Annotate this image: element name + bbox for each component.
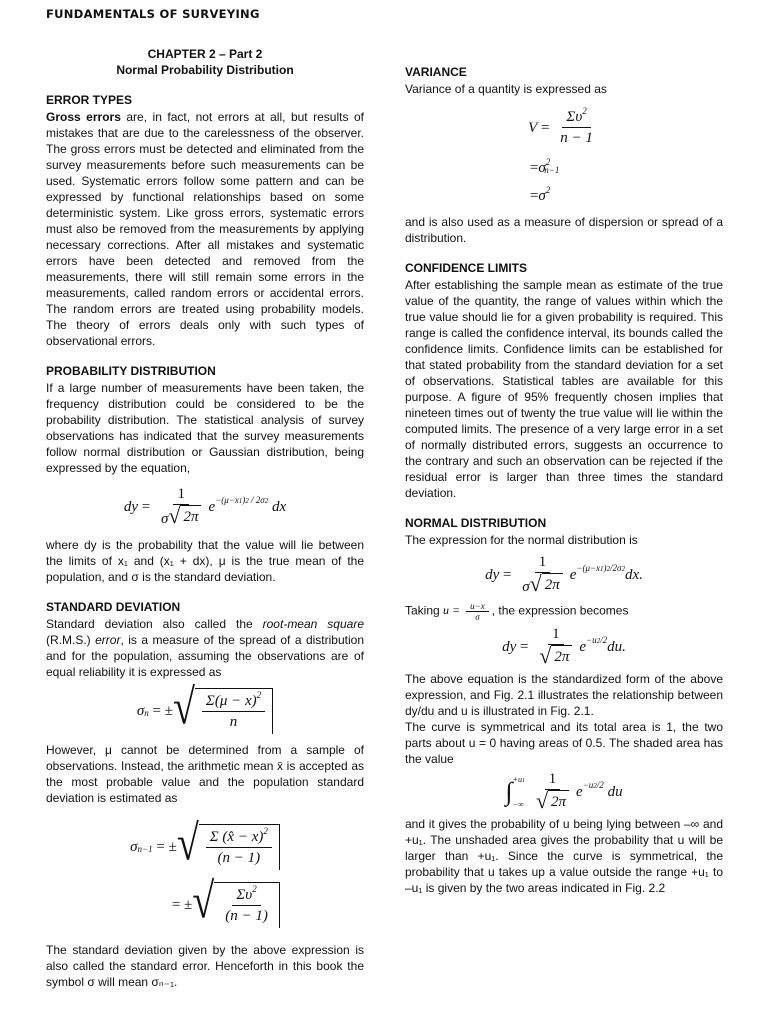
taking-text: Taking [405,603,440,618]
paragraph-probability-after: where dy is the probability that the value will lie between the limits of x₁ and (x₁ + dx), μ is the true mean of the population, and σ is the standard deviation. [46,538,364,584]
std-dev-text-a: Standard deviation also called the [46,617,263,631]
std-dev-text-c: , is a measure of the spread of a distribution and for the population, assuming the observations are of equal reliability it is expressed as [46,633,364,679]
equation-sample-sd: σ n−1 = ± √ $\frac{\Sigma (x̂ - x)^2}{(n - 1)}$ = ± √ $\frac{\Sigma\upsilon^2}{(n - 1)}$ [46,818,364,934]
paragraph-std-dev-1 [46,616,364,680]
equation-integral: ∫ +u1 −∞ 1 √ 2π e −u2/2 du [505,771,623,813]
heading-variance: VARIANCE [405,65,467,79]
paragraph-normal-1: The above equation is the standardized form of the above expression, and Fig. 2.1 illustrates the relationship between dy/du and u is illustrated in Fig. 2.1. [405,672,723,718]
paragraph-normal-2: The curve is symmetrical and its total area is 1, the two parts about u = 0 having areas of 0.5. The shaded area has the value [405,720,723,766]
chapter-title: CHAPTER 2 – Part 2 [147,47,263,61]
paragraph-confidence: After establishing the sample mean as estimate of the true value of the quantity, the range of values within which the true value should lie for a given probability is required. This range is called the confidence interval, its bounds called the confidence limits. Confidence limits can be established for that stated probability from the standard deviation for a set of observations. Statistical tables are available for this purpose. A figure of 95% frequently chosen implies that nineteen times out of twenty the true value will lie within the computed limits. The presence of a very large error in a set of normally distributed errors, suggests an occurrence to the contrary and such an observation can be rejected if the residual error is larger than three times the standard deviation. [405,278,723,500]
rms-term: root-mean square [262,617,364,631]
becomes-text: , the expression becomes [491,603,629,618]
heading-error-types: ERROR TYPES [46,93,133,107]
paragraph-variance-after: and is also used as a measure of dispersion or spread of a distribution. [405,215,723,245]
std-dev-text-b: (R.M.S.) [46,633,96,647]
paragraph-probability: If a large number of measurements have been taken, the frequency distribution could be considered to be the probability distribution. The statistical analysis of survey observations has indicated that the survey measurements follow normal distribution or Gaussian distribution, being expressed by the equation, [46,381,364,475]
equation-normal: dy = 1 σ √ 2π e −(μ−x1)2/2σ2 dx. [485,554,643,596]
paragraph-taking [405,601,723,622]
paragraph-variance-intro: Variance of a quantity is expressed as [405,82,607,96]
paragraph-std-dev-2: However, μ cannot be determined from a sample of observations. Instead, the arithmetic mean x̄ is accepted as the most probable value and the population standard deviation is estimated as [46,743,364,805]
heading-probability: PROBABILITY DISTRIBUTION [46,364,216,378]
inline-equation-u: u = $\frac{u-x}{\sigma}$ [443,603,492,617]
error-types-text: are, in fact, not errors at all, but results of mistakes that are due to the carelessness of the observer. The gross errors must be detected and eliminated from the survey measurements before such measurements can be used. Systematic errors follow some pattern and can be expressed by functional relationships based on some deterministic system. Like gross errors, systematic errors must also be removed from the measurements by applying necessary corrections. After all mistakes and systematic errors have been detected and removed from the measurements, there will still remain some errors in the measurements, called random errors or accidental errors. The random errors are treated using probability models. The theory of errors deals only with such types of observational errors. [46,110,364,348]
gross-errors-term: Gross errors [46,110,121,124]
equation-population-sd: σ n = ± √ $\frac{\Sigma(\mu - x)^2}{n}$ [46,688,364,734]
right-column [405,46,723,896]
equation-variance: V = $\frac{\Sigma\upsilon^2}{n - 1}$ $=\sigma^2n-1$ $=\sigma^2$ [528,106,593,204]
paragraph-normal-3: and it gives the probability of u being lying between –∞ and +u₁. The unshaded area gives the probability that u will be larger than +u₁. Since the curve is symmetrical, the probability that u takes up a value outside the range +u₁ to –u₁ is given by the two areas indicated in Fig. 2.2 [405,817,723,895]
heading-normal: NORMAL DISTRIBUTION [405,516,547,530]
heading-std-dev: STANDARD DEVIATION [46,600,181,614]
left-column [46,46,364,990]
chapter-subtitle: Normal Probability Distribution [116,63,294,77]
error-term: error [95,633,121,647]
equation-gaussian: dy = 1 σ √ 2π e −(μ−x1)2 / 2σ2 dx [123,486,287,528]
paragraph-std-dev-3: The standard deviation given by the above expression is also called the standard error. Henceforth in this book the symbol σ will mean σₙ₋₁. [46,943,364,989]
heading-confidence: CONFIDENCE LIMITS [405,261,527,275]
paragraph-normal-intro: The expression for the normal distribution is [405,533,638,547]
equation-standardized: dy = 1 √ 2π e −u2/2 du. [502,626,626,668]
paragraph-error-types [46,109,364,349]
running-header: FUNDAMENTALS OF SURVEYING [46,7,260,21]
